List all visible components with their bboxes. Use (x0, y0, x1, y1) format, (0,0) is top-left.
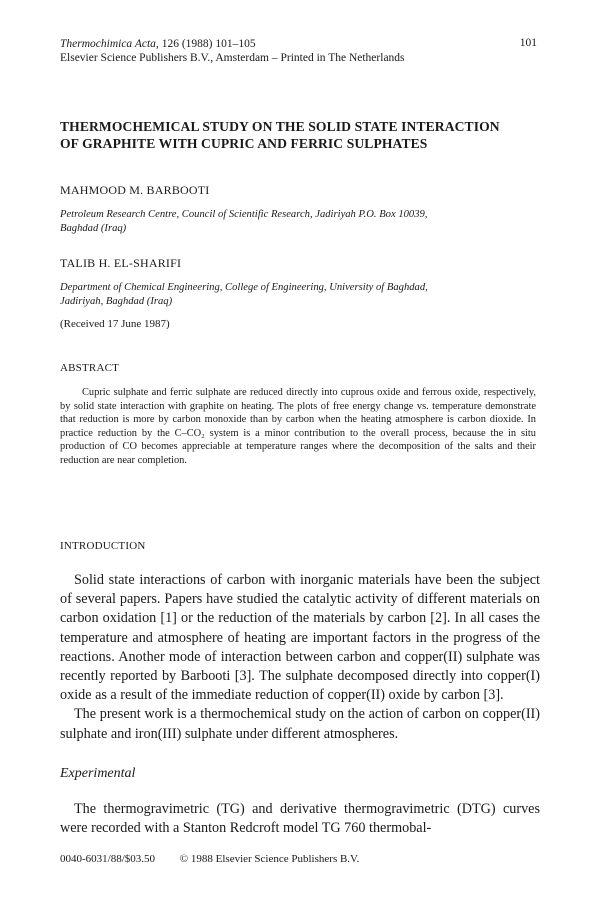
abstract-heading: ABSTRACT (60, 362, 120, 374)
title-line-1: THERMOCHEMICAL STUDY ON THE SOLID STATE INTERACTION (60, 119, 500, 134)
intro-paragraph-2: The present work is a thermochemical study on the action of carbon on copper(II) sulphate and iron(III) sulphate under different atmospheres. (60, 706, 540, 742)
received-date: (Received 17 June 1987) (60, 318, 170, 330)
experimental-paragraph: The thermogravimetric (TG) and derivative thermogravimetric (DTG) curves were recorded with a Stanton Redcroft model TG 760 thermobal- (60, 801, 540, 837)
abstract-text: Cupric sulphate and ferric sulphate are reduced directly into cuprous oxide and ferrous oxide, respectively, by solid state interaction with graphite on heating. The plots of free energy change vs. temperature demonstrate that reduction is more by carbon monoxide than by carbon when the heating atmosphere is carbon dioxide. In practice reduction by the C–CO₂ system is a minor contribution to the overall process, because the in situ production of CO becomes appreciable at temperature ranges where the decomposition of the salts and their reduction are near completion. (60, 387, 536, 466)
page-footer (60, 853, 381, 865)
author-1-affiliation (60, 208, 530, 235)
copyright-notice: © 1988 Elsevier Science Publishers B.V. (179, 853, 360, 865)
affiliation-line: Petroleum Research Centre, Council of Scientific Research, Jadiriyah P.O. Box 10039, (60, 209, 428, 220)
affiliation-line: Jadiriyah, Baghdad (Iraq) (60, 295, 173, 307)
experimental-body (60, 800, 540, 838)
publisher-line: Elsevier Science Publishers B.V., Amsterdam – Printed in The Netherlands (60, 52, 405, 64)
issn-code: 0040-6031/88/$03.50 (60, 853, 156, 865)
author-2-affiliation (60, 281, 530, 308)
author-2-name: TALIB H. EL-SHARIFI (60, 256, 182, 270)
article-title (60, 118, 540, 152)
title-line-2: OF GRAPHITE WITH CUPRIC AND FERRIC SULPHATES (60, 136, 428, 151)
journal-volume-pages: 126 (1988) 101–105 (158, 38, 256, 50)
experimental-heading: Experimental (60, 766, 136, 781)
affiliation-line: Department of Chemical Engineering, College of Engineering, University of Baghdad, (60, 282, 428, 293)
journal-citation (60, 37, 405, 51)
journal-name: Thermochimica Acta, (60, 38, 159, 50)
introduction-heading: INTRODUCTION (60, 540, 146, 552)
introduction-body (60, 571, 540, 744)
page-number: 101 (519, 37, 537, 49)
affiliation-line: Baghdad (Iraq) (60, 222, 127, 234)
intro-paragraph-1: Solid state interactions of carbon with inorganic materials have been the subject of several papers. Papers have studied the catalytic activity of different materials on carbon oxidation [1] or the reduction of the materials by carbon [2]. In all cases the temperature and atmosphere of heating are important factors in the progress of the reactions. Another mode of interaction between carbon and copper(II) sulphate was recently reported by Barbooti [3]. The sulphate decomposed directly into copper(I) oxide as a result of the immediate reduction of copper(II) oxide by carbon [3]. (60, 572, 540, 704)
abstract-body (60, 386, 536, 468)
journal-header (60, 37, 405, 65)
author-1-name: MAHMOOD M. BARBOOTI (60, 183, 210, 197)
